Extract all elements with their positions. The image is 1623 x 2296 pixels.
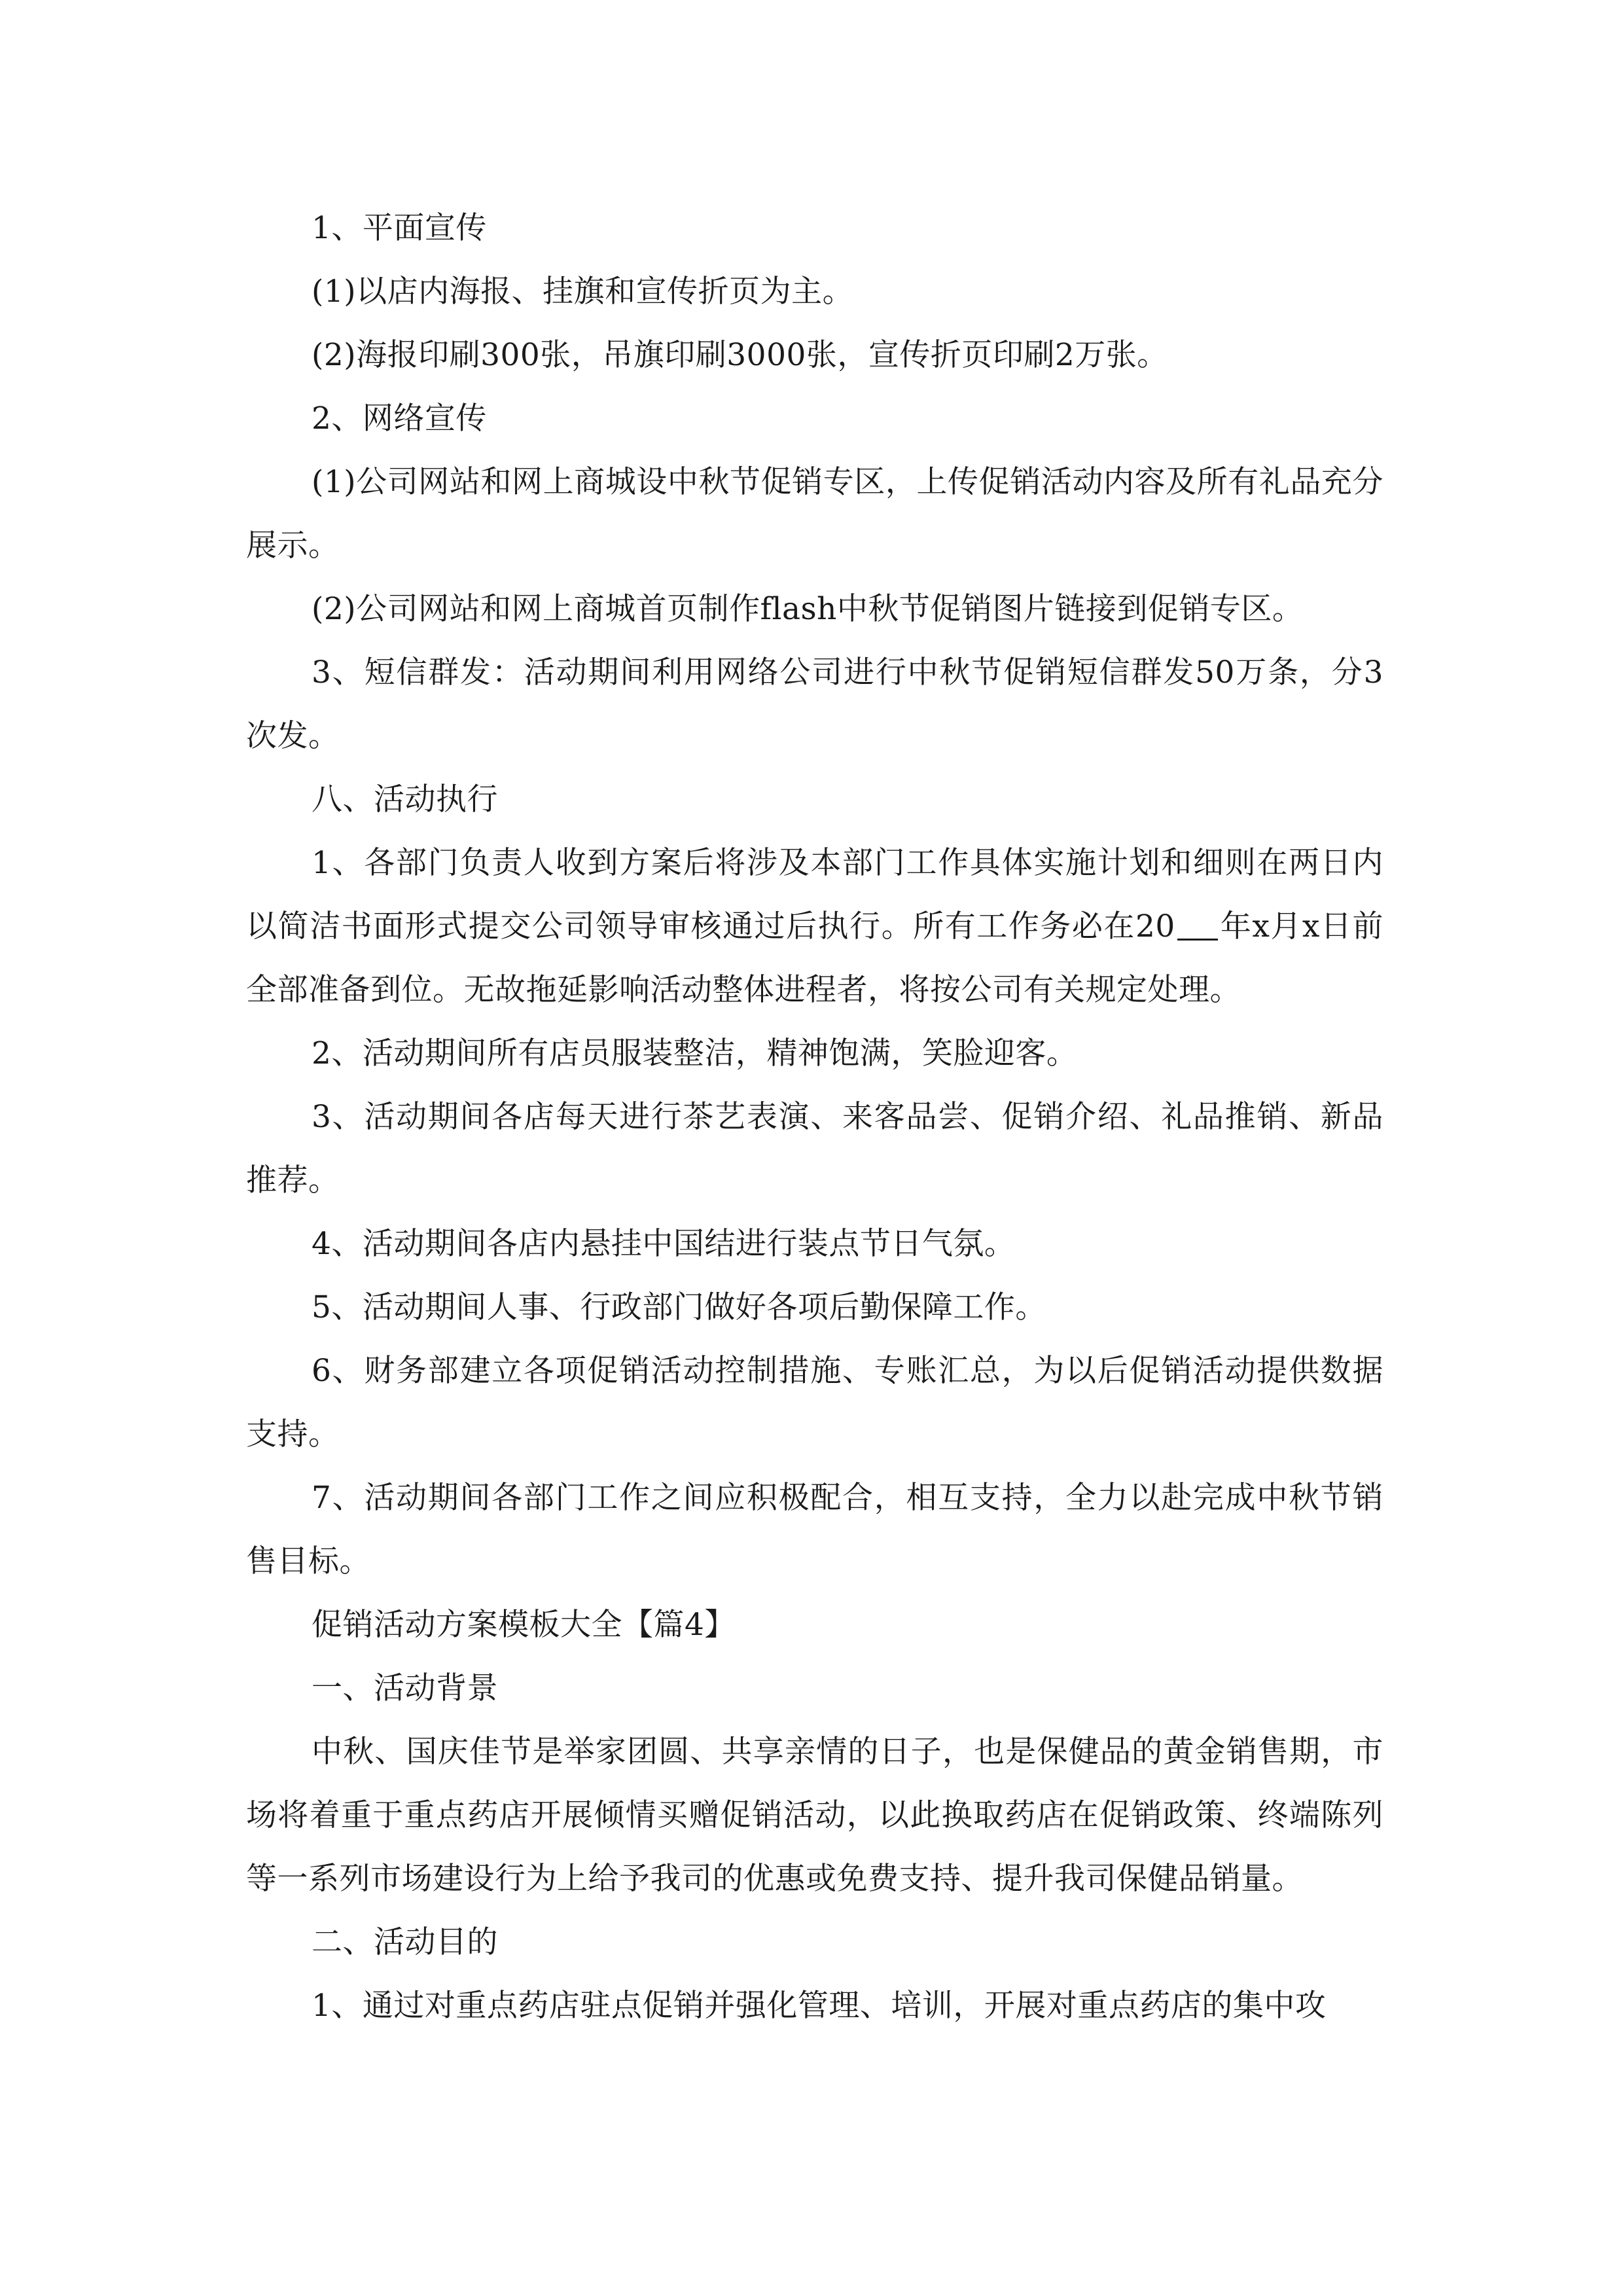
paragraph-print-publicity-item2: (2)海报印刷300张，吊旗印刷3000张，宣传折页印刷2万张。 [312,337,1168,373]
paragraph-execution-item2: 2、活动期间所有店员服装整洁，精神饱满，笑脸迎客。 [312,1035,1078,1071]
paragraph-sms-broadcast: 3、短信群发：活动期间利用网络公司进行中秋节促销短信群发50万条，分3次发。 [246,655,1383,754]
blank-underline [1177,914,1218,941]
paragraph-background-body: 中秋、国庆佳节是举家团圆、共享亲情的日子，也是保健品的黄金销售期，市场将着重于重点药店开展倾情买赠促销活动，以此换取药店在促销政策、终端陈列等一系列市场建设行为上给予我司的优惠或免费支持、提升我司保健品销量。 [246,1734,1383,1897]
paragraph-online-publicity-heading: 2、网络宣传 [312,401,487,437]
paragraph-purpose-heading: 二、活动目的 [312,1924,498,1960]
document-body [246,196,1383,2037]
paragraph-execution-item1 [246,831,1383,1022]
paragraph-execution-item3: 3、活动期间各店每天进行茶艺表演、来客品尝、促销介绍、礼品推销、新品推荐。 [246,1099,1383,1198]
paragraph-purpose-item1: 1、通过对重点药店驻点促销并强化管理、培训，开展对重点药店的集中攻 [312,1988,1327,2024]
section-title-part4: 促销活动方案模板大全【篇4】 [312,1607,736,1643]
execution-item1-year: 20 [1135,908,1175,944]
paragraph-background-heading: 一、活动背景 [312,1670,498,1706]
paragraph-print-publicity-heading: 1、平面宣传 [312,210,487,246]
paragraph-execution-item6: 6、财务部建立各项促销活动控制措施、专账汇总，为以后促销活动提供数据支持。 [246,1353,1383,1452]
execution-item1-deadline: 年x月x日前全部准备到位。无故拖延影响活动整体进程者，将按公司有关规定处理。 [246,908,1384,1008]
paragraph-online-publicity-item2: (2)公司网站和网上商城首页制作flash中秋节促销图片链接到促销专区。 [312,591,1304,627]
paragraph-online-publicity-item1: (1)公司网站和网上商城设中秋节促销专区，上传促销活动内容及所有礼品充分展示。 [246,464,1383,564]
paragraph-execution-item5: 5、活动期间人事、行政部门做好各项后勤保障工作。 [312,1289,1046,1325]
paragraph-execution-item7: 7、活动期间各部门工作之间应积极配合，相互支持，全力以赴完成中秋节销售目标。 [246,1480,1383,1579]
paragraph-execution-item4: 4、活动期间各店内悬挂中国结进行装点节日气氛。 [312,1226,1016,1262]
paragraph-print-publicity-item1: (1)以店内海报、挂旗和宣传折页为主。 [312,274,854,310]
execution-item1-text: 1、各部门负责人收到方案后将涉及本部门工作具体实施计划和细则在两日内以简洁书面形式提交公司领导审核通过后执行。所有工作务必在 [246,845,1383,944]
paragraph-execution-heading: 八、活动执行 [312,781,498,817]
